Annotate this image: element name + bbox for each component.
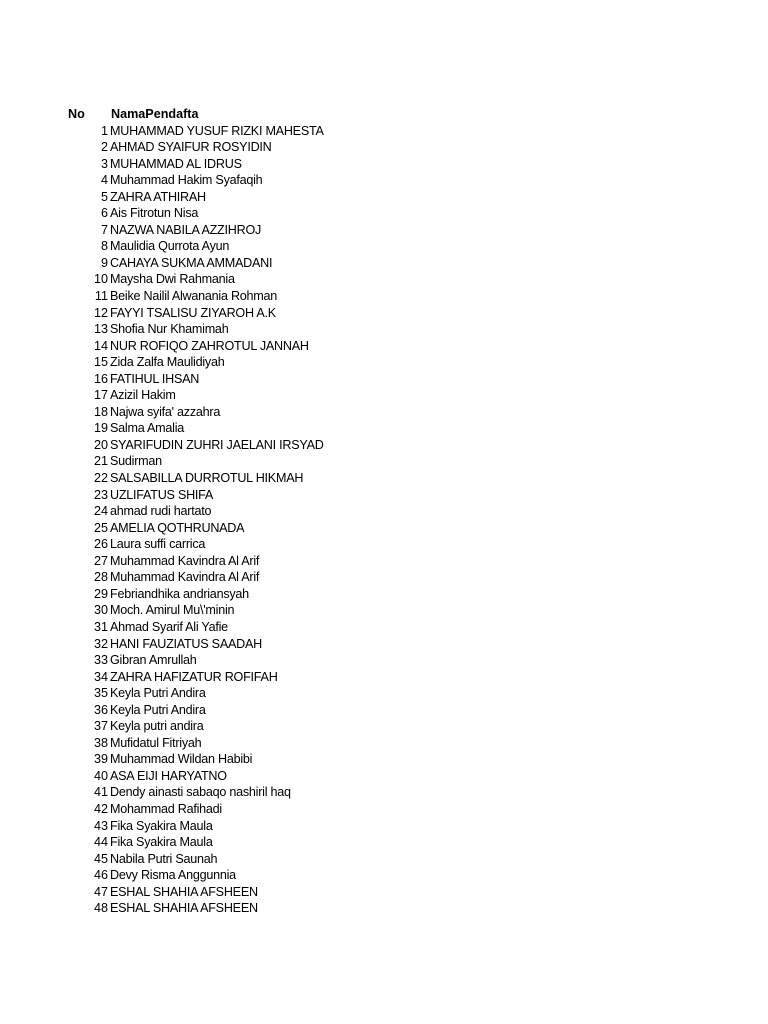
row-number: 7 xyxy=(100,222,108,237)
row-number: 24 xyxy=(93,504,108,519)
table-row xyxy=(0,321,768,338)
table-row xyxy=(0,652,768,669)
table-row xyxy=(0,453,768,470)
table-row xyxy=(0,867,768,884)
row-number: 38 xyxy=(93,735,108,750)
table-row xyxy=(0,768,768,785)
row-number: 40 xyxy=(93,768,108,783)
row-name: HANI FAUZIATUS SAADAH xyxy=(110,636,262,651)
table-row xyxy=(0,784,768,801)
row-number: 46 xyxy=(93,868,108,883)
table-row xyxy=(0,189,768,206)
row-number: 29 xyxy=(93,586,108,601)
table-row xyxy=(0,470,768,487)
row-number: 14 xyxy=(93,338,108,353)
row-name: Devy Risma Anggunnia xyxy=(110,868,236,883)
row-name: Maulidia Qurrota Ayun xyxy=(110,239,230,254)
table-row xyxy=(0,354,768,371)
row-name: Najwa syifa' azzahra xyxy=(110,404,221,419)
table-row xyxy=(0,553,768,570)
row-name: UZLIFATUS SHIFA xyxy=(110,487,214,502)
table-row xyxy=(0,156,768,173)
row-number: 21 xyxy=(93,454,108,469)
table-row xyxy=(0,437,768,454)
table-row xyxy=(0,123,768,140)
row-number: 9 xyxy=(100,255,108,270)
row-number: 42 xyxy=(93,801,108,816)
row-number: 2 xyxy=(100,140,108,155)
row-name: SYARIFUDIN ZUHRI JAELANI IRSYAD xyxy=(110,437,324,452)
row-name: ahmad rudi hartato xyxy=(110,504,212,519)
row-name: Zida Zalfa Maulidiyah xyxy=(110,355,225,370)
row-number: 44 xyxy=(93,835,108,850)
table-row xyxy=(0,172,768,189)
registrant-table xyxy=(0,106,768,917)
row-name: Mufidatul Fitriyah xyxy=(110,735,202,750)
table-row xyxy=(0,222,768,239)
row-number: 11 xyxy=(94,289,108,304)
row-number: 20 xyxy=(93,437,108,452)
row-name: Keyla putri andira xyxy=(110,719,204,734)
table-row xyxy=(0,669,768,686)
table-row xyxy=(0,338,768,355)
row-number: 15 xyxy=(93,355,108,370)
table-row xyxy=(0,520,768,537)
header-no: No xyxy=(68,107,85,121)
row-number: 47 xyxy=(93,884,108,899)
table-row xyxy=(0,238,768,255)
row-number: 37 xyxy=(93,719,108,734)
table-row xyxy=(0,735,768,752)
row-number: 12 xyxy=(93,305,108,320)
row-name: Salma Amalia xyxy=(110,421,184,436)
row-name: Fika Syakira Maula xyxy=(110,835,213,850)
table-row xyxy=(0,420,768,437)
row-name: Muhammad Kavindra Al Arif xyxy=(110,553,260,568)
row-number: 43 xyxy=(93,818,108,833)
row-name: ASA EIJI HARYATNO xyxy=(110,768,227,783)
row-name: NAZWA NABILA AZZIHROJ xyxy=(110,222,262,237)
row-name: ZAHRA ATHIRAH xyxy=(110,189,206,204)
row-number: 6 xyxy=(100,206,108,221)
table-row xyxy=(0,536,768,553)
row-name: Laura suffi carrica xyxy=(110,537,206,552)
row-name: Gibran Amrullah xyxy=(110,653,197,668)
row-number: 19 xyxy=(93,421,108,436)
row-name: Mohammad Rafihadi xyxy=(110,801,222,816)
table-row xyxy=(0,751,768,768)
row-number: 16 xyxy=(93,371,108,386)
row-number: 22 xyxy=(93,471,108,486)
row-number: 41 xyxy=(93,785,108,800)
row-name: Muhammad Kavindra Al Arif xyxy=(110,570,260,585)
row-name: ZAHRA HAFIZATUR ROFIFAH xyxy=(110,669,278,684)
table-row xyxy=(0,619,768,636)
row-number: 39 xyxy=(93,752,108,767)
row-name: FAYYI TSALISU ZIYAROH A.K xyxy=(110,305,276,320)
row-number: 13 xyxy=(93,322,108,337)
row-name: MUHAMMAD YUSUF RIZKI MAHESTA xyxy=(110,123,324,138)
row-number: 18 xyxy=(93,404,108,419)
table-row xyxy=(0,602,768,619)
table-row xyxy=(0,900,768,917)
table-row xyxy=(0,801,768,818)
row-name: Ais Fitrotun Nisa xyxy=(110,206,199,221)
table-row xyxy=(0,288,768,305)
row-number: 5 xyxy=(100,189,108,204)
table-row xyxy=(0,255,768,272)
row-name: Fika Syakira Maula xyxy=(110,818,213,833)
table-row xyxy=(0,139,768,156)
row-name: Beike Nailil Alwanania Rohman xyxy=(110,289,278,304)
table-row xyxy=(0,834,768,851)
row-name: CAHAYA SUKMA AMMADANI xyxy=(110,255,273,270)
row-number: 36 xyxy=(93,702,108,717)
row-number: 33 xyxy=(93,653,108,668)
table-row xyxy=(0,404,768,421)
row-number: 4 xyxy=(100,173,108,188)
row-name: Nabila Putri Saunah xyxy=(110,851,218,866)
table-row xyxy=(0,851,768,868)
table-row xyxy=(0,271,768,288)
row-number: 1 xyxy=(100,123,108,138)
table-row xyxy=(0,636,768,653)
row-name: NUR ROFIQO ZAHROTUL JANNAH xyxy=(110,338,309,353)
table-header xyxy=(0,106,768,123)
row-name: FATIHUL IHSAN xyxy=(110,371,200,386)
row-name: Keyla Putri Andira xyxy=(110,686,206,701)
row-name: ESHAL SHAHIA AFSHEEN xyxy=(110,884,258,899)
table-row xyxy=(0,569,768,586)
row-name: MUHAMMAD AL IDRUS xyxy=(110,156,242,171)
table-body xyxy=(0,123,768,917)
row-name: Muhammad Hakim Syafaqih xyxy=(110,173,263,188)
table-row xyxy=(0,702,768,719)
table-row xyxy=(0,884,768,901)
row-number: 27 xyxy=(93,553,108,568)
row-name: Shofia Nur Khamimah xyxy=(110,322,229,337)
row-number: 34 xyxy=(93,669,108,684)
row-number: 17 xyxy=(93,388,108,403)
row-name: ESHAL SHAHIA AFSHEEN xyxy=(110,901,258,916)
row-name: Moch. Amirul Mu\'minin xyxy=(110,603,235,618)
row-name: AMELIA QOTHRUNADA xyxy=(110,520,245,535)
row-name: AHMAD SYAIFUR ROSYIDIN xyxy=(110,140,272,155)
row-name: Febriandhika andriansyah xyxy=(110,586,249,601)
row-name: Keyla Putri Andira xyxy=(110,702,206,717)
table-row xyxy=(0,818,768,835)
row-number: 10 xyxy=(93,272,108,287)
row-number: 25 xyxy=(93,520,108,535)
table-row xyxy=(0,503,768,520)
row-number: 8 xyxy=(100,239,108,254)
row-name: Dendy ainasti sabaqo nashiril haq xyxy=(110,785,291,800)
row-number: 28 xyxy=(93,570,108,585)
table-row xyxy=(0,371,768,388)
row-number: 31 xyxy=(93,619,108,634)
table-row xyxy=(0,387,768,404)
row-name: SALSABILLA DURROTUL HIKMAH xyxy=(110,471,304,486)
row-number: 3 xyxy=(100,156,108,171)
table-row xyxy=(0,718,768,735)
table-row xyxy=(0,685,768,702)
row-number: 26 xyxy=(93,537,108,552)
row-number: 30 xyxy=(93,603,108,618)
row-number: 23 xyxy=(93,487,108,502)
row-number: 32 xyxy=(93,636,108,651)
table-row xyxy=(0,586,768,603)
row-name: Maysha Dwi Rahmania xyxy=(110,272,235,287)
row-number: 35 xyxy=(93,686,108,701)
row-number: 48 xyxy=(93,901,108,916)
row-name: Sudirman xyxy=(110,454,162,469)
header-name: NamaPendafta xyxy=(111,107,199,121)
row-name: Muhammad Wildan Habibi xyxy=(110,752,253,767)
table-row xyxy=(0,305,768,322)
row-number: 45 xyxy=(93,851,108,866)
table-row xyxy=(0,487,768,504)
row-name: Azizil Hakim xyxy=(110,388,176,403)
row-name: Ahmad Syarif Ali Yafie xyxy=(110,619,228,634)
table-row xyxy=(0,205,768,222)
